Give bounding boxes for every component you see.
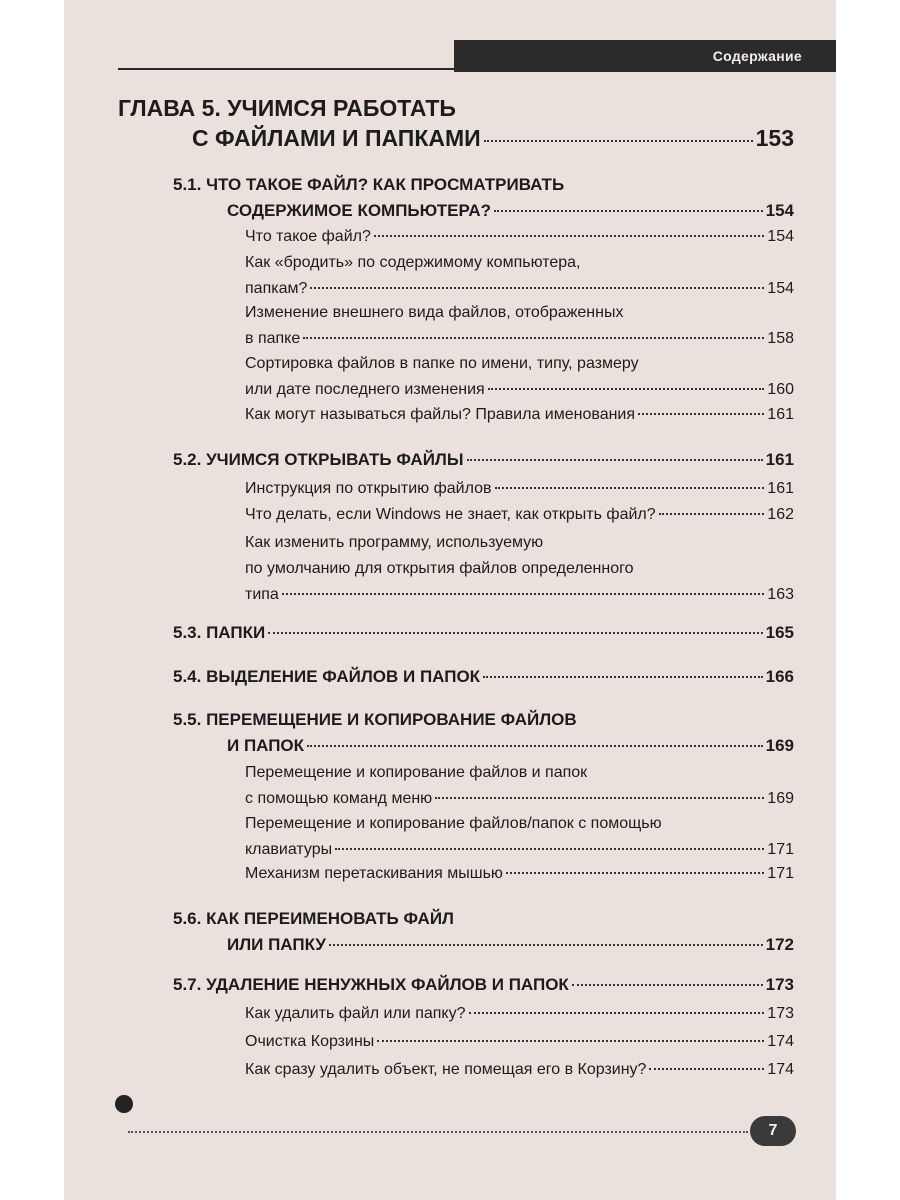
toc-page-number: 160 bbox=[767, 381, 794, 398]
toc-entry: Как удалить файл или папку? 173 bbox=[245, 1001, 794, 1027]
toc-page-number: 161 bbox=[767, 480, 794, 497]
dot-leader bbox=[335, 848, 764, 850]
toc-entry: Очистка Корзины 174 bbox=[245, 1029, 794, 1055]
dot-leader bbox=[303, 337, 764, 339]
toc-entry: Перемещение и копирование файлов/папок с помощью клавиатуры 171 bbox=[245, 811, 794, 863]
page-number: 7 bbox=[768, 1122, 778, 1139]
toc-page-number: 163 bbox=[767, 586, 794, 603]
toc-page-number: 158 bbox=[767, 330, 794, 347]
dot-leader bbox=[329, 944, 763, 946]
toc-entry: 5.2. УЧИМСЯ ОТКРЫВАТЬ ФАЙЛЫ 161 bbox=[173, 447, 794, 473]
toc-page-number: 161 bbox=[767, 406, 794, 423]
book-page bbox=[64, 0, 836, 1200]
dot-leader bbox=[659, 513, 765, 515]
dot-leader bbox=[282, 593, 764, 595]
toc-entry: Перемещение и копирование файлов и папок с помощью команд меню 169 bbox=[245, 760, 794, 812]
decorative-dot bbox=[115, 1095, 133, 1113]
toc-entry: Что такое файл? 154 bbox=[245, 224, 794, 250]
dot-leader bbox=[469, 1012, 765, 1014]
toc-entry: Как «бродить» по содержимому компьютера, папкам? 154 bbox=[245, 250, 794, 302]
toc-page-number: 165 bbox=[765, 623, 794, 642]
dot-leader bbox=[374, 235, 764, 237]
dot-leader bbox=[495, 487, 765, 489]
toc-page-number: 173 bbox=[765, 975, 794, 994]
dot-leader bbox=[483, 676, 763, 678]
dot-leader bbox=[649, 1068, 764, 1070]
chapter-page-number: 153 bbox=[755, 125, 794, 151]
toc-page-number: 174 bbox=[767, 1033, 794, 1050]
toc-entry: 5.5. ПЕРЕМЕЩЕНИЕ И КОПИРОВАНИЕ ФАЙЛОВ И ПАПОК 169 bbox=[173, 707, 794, 759]
dot-leader bbox=[572, 984, 763, 986]
toc-page-number: 169 bbox=[767, 790, 794, 807]
dot-leader bbox=[377, 1040, 764, 1042]
toc-entry: Что делать, если Windows не знает, как открыть файл? 162 bbox=[245, 502, 794, 528]
toc-entry: 5.4. ВЫДЕЛЕНИЕ ФАЙЛОВ И ПАПОК 166 bbox=[173, 664, 794, 690]
toc-entry: 5.3. ПАПКИ 165 bbox=[173, 620, 794, 646]
toc-page-number: 171 bbox=[767, 841, 794, 858]
toc-entry: Сортировка файлов в папке по имени, типу, размеру или дате последнего изменения 160 bbox=[245, 351, 794, 403]
running-header bbox=[454, 40, 836, 72]
toc-entry: Изменение внешнего вида файлов, отображенных в папке 158 bbox=[245, 300, 794, 352]
toc-page-number: 166 bbox=[765, 667, 794, 686]
toc-entry: 5.1. ЧТО ТАКОЕ ФАЙЛ? КАК ПРОСМАТРИВАТЬ СОДЕРЖИМОЕ КОМПЬЮТЕРА? 154 bbox=[173, 172, 794, 224]
toc-page-number: 171 bbox=[767, 865, 794, 882]
dot-leader bbox=[484, 140, 753, 142]
toc-entry: Механизм перетаскивания мышью 171 bbox=[245, 861, 794, 887]
dot-leader bbox=[506, 872, 764, 874]
toc-entry: 5.6. КАК ПЕРЕИМЕНОВАТЬ ФАЙЛ ИЛИ ПАПКУ 172 bbox=[173, 906, 794, 958]
chapter-title-line-1: ГЛАВА 5. УЧИМСЯ РАБОТАТЬ bbox=[118, 95, 456, 121]
footer-dotted-line bbox=[128, 1131, 748, 1133]
toc-page-number: 172 bbox=[765, 935, 794, 954]
toc-entry: Инструкция по открытию файлов 161 bbox=[245, 476, 794, 502]
toc-entry: Как изменить программу, используемую по умолчанию для открытия файлов определенного типа 163 bbox=[245, 530, 794, 608]
toc-page-number: 162 bbox=[767, 506, 794, 523]
page-number-badge bbox=[750, 1116, 796, 1146]
dot-leader bbox=[467, 459, 763, 461]
toc-entry: Как сразу удалить объект, не помещая его в Корзину? 174 bbox=[245, 1057, 794, 1083]
toc-page-number: 169 bbox=[765, 736, 794, 755]
toc-entry: 5.7. УДАЛЕНИЕ НЕНУЖНЫХ ФАЙЛОВ И ПАПОК 173 bbox=[173, 972, 794, 998]
dot-leader bbox=[488, 388, 765, 390]
toc-page-number: 154 bbox=[767, 228, 794, 245]
chapter-title-line-2: С ФАЙЛАМИ И ПАПКАМИ bbox=[192, 125, 481, 151]
dot-leader bbox=[435, 797, 764, 799]
toc-page-number: 154 bbox=[767, 280, 794, 297]
running-header-title: Содержание bbox=[712, 48, 802, 64]
toc-page-number: 173 bbox=[767, 1005, 794, 1022]
dot-leader bbox=[494, 210, 763, 212]
chapter-heading bbox=[118, 93, 794, 153]
toc-entry: Как могут называться файлы? Правила именования 161 bbox=[245, 402, 794, 428]
toc-page-number: 174 bbox=[767, 1061, 794, 1078]
dot-leader bbox=[307, 745, 763, 747]
toc-page-number: 154 bbox=[765, 201, 794, 220]
dot-leader bbox=[310, 287, 764, 289]
dot-leader bbox=[268, 632, 762, 634]
toc-page-number: 161 bbox=[765, 450, 794, 469]
dot-leader bbox=[638, 413, 764, 415]
